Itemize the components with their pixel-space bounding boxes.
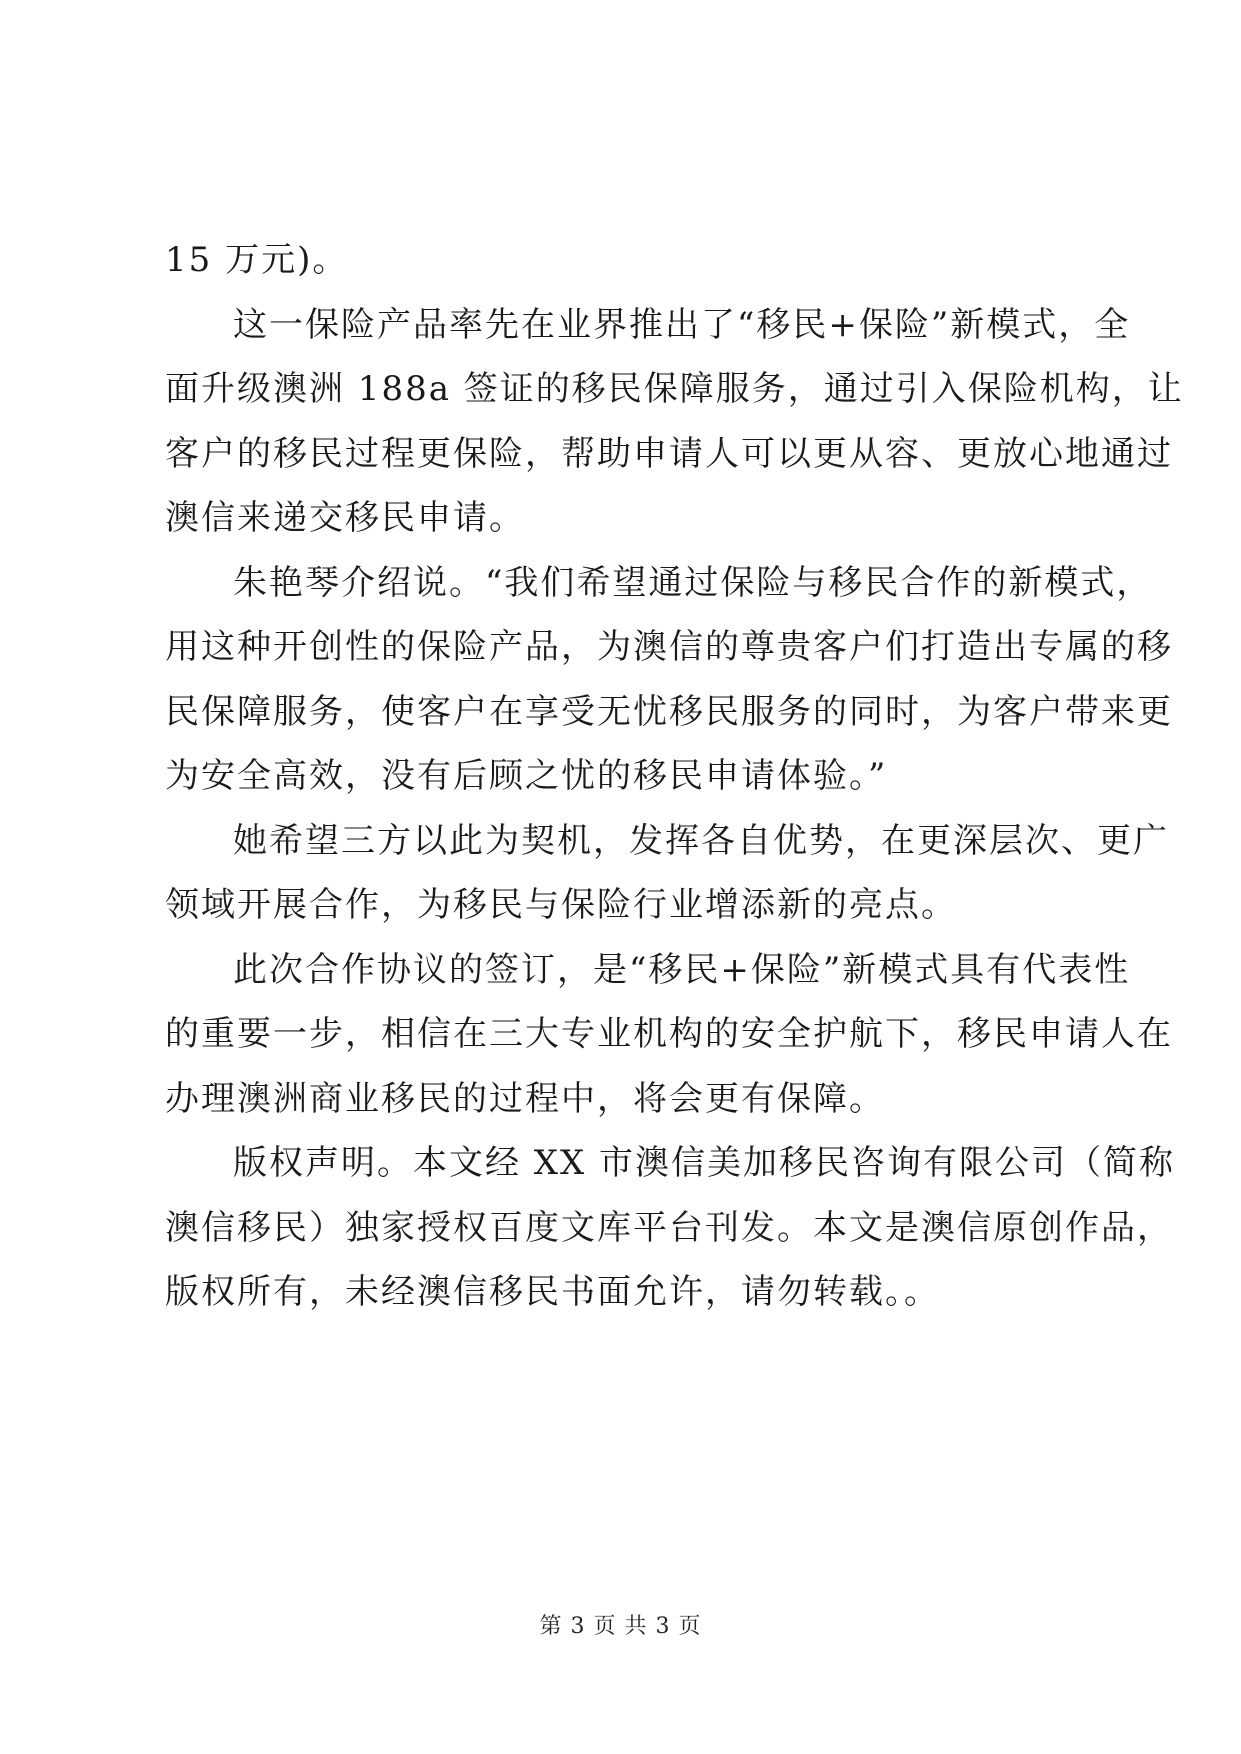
text-line: 面升级澳洲 188a 签证的移民保障服务，通过引入保险机构，让: [165, 369, 1184, 409]
paragraph-agreement: [165, 938, 1173, 1132]
text-line: 朱艳琴介绍说。“我们希望通过保险与移民合作的新模式，: [233, 562, 1153, 603]
text-line: 的重要一步，相信在三大专业机构的安全护航下，移民申请人在: [165, 1014, 1173, 1054]
text-line: 客户的移民过程更保险，帮助申请人可以更从容、更放心地通过: [165, 433, 1173, 474]
document-body: [165, 228, 1184, 1325]
text-line: 她希望三方以此为契机，发挥各自优势，在更深层次、更广: [233, 820, 1169, 861]
text-line: 为安全高效，没有后顾之忧的移民申请体验。”: [165, 756, 888, 796]
text-line: 领域开展合作，为移民与保险行业增添新的亮点。: [165, 885, 957, 925]
text-line: 办理澳洲商业移民的过程中，将会更有保障。: [165, 1078, 885, 1119]
paragraph-quote: [165, 551, 1173, 809]
text-line: 这一保险产品率先在业界推出了“移民+保险”新模式，全: [233, 304, 1131, 345]
paragraph-amount-tail: [165, 228, 1080, 293]
text-line: 澳信来递交移民申请。: [165, 498, 525, 538]
text-line: 澳信移民）独家授权百度文库平台刊发。本文是澳信原创作品，: [165, 1207, 1173, 1248]
text-line: 用这种开创性的保险产品，为澳信的尊贵客户们打造出专属的移: [165, 627, 1173, 667]
text-line: 民保障服务，使客户在享受无忧移民服务的同时，为客户带来更: [165, 691, 1173, 732]
text-line: 此次合作协议的签订，是“移民+保险”新模式具有代表性: [233, 949, 1131, 990]
paragraph-cooperation-hope: [165, 809, 1169, 938]
text-line: 15 万元)。: [165, 240, 349, 280]
text-line: 版权声明。本文经 XX 市澳信美加移民咨询有限公司（简称: [233, 1143, 1176, 1183]
paragraph-new-model: [165, 293, 1184, 551]
page-number-footer: 第 3 页 共 3 页: [539, 1614, 702, 1639]
paragraph-copyright: [165, 1131, 1176, 1325]
text-line: 版权所有，未经澳信移民书面允许，请勿转载。。: [165, 1272, 940, 1312]
